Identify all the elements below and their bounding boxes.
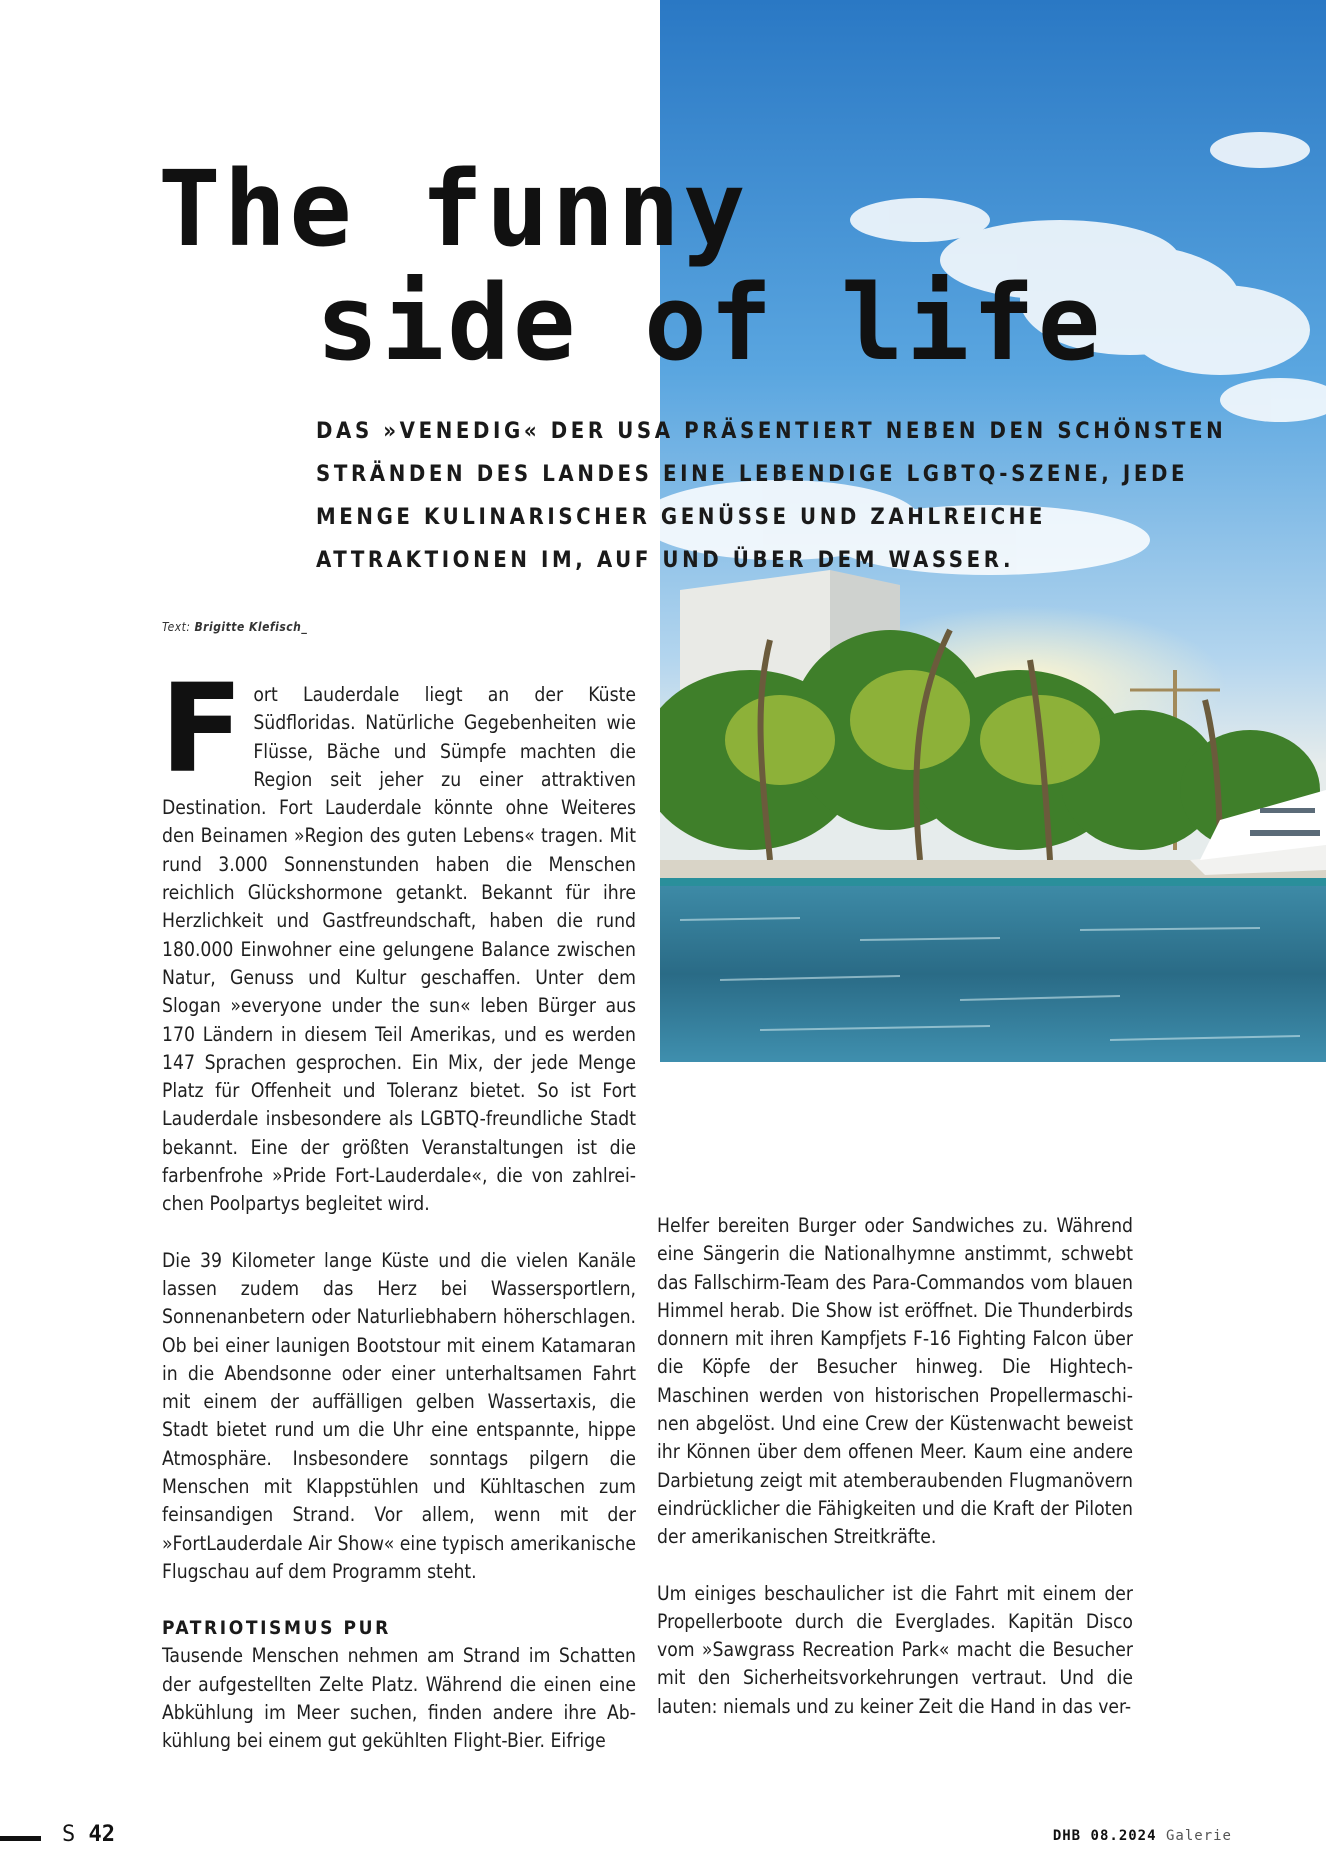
- article-deck: DAS »VENEDIG« DER USA PRÄSENTIERT NEBEN DEN SCHÖNSTEN STRÄNDEN DES LANDES EINE LEBENDIGE LGBTQ-SZENE, JEDE MENGE KULINARISCHER GENÜSSE UND ZAHLREICHE ATTRAKTIONEN IM, AUF UND ÜBER DEM WASSER.: [316, 419, 1227, 573]
- dropcap: F: [160, 658, 244, 800]
- byline-author: Brigitte Klefisch_: [194, 620, 308, 634]
- page-folio: [62, 1822, 115, 1847]
- byline-label: Text:: [162, 620, 191, 634]
- issue-info: [1053, 1828, 1232, 1844]
- article-headline: [158, 148, 1258, 384]
- body-paragraph-3: Tausende Menschen nehmen am Strand im Schatten der aufgestellten Zelte Platz. Während die einen eine Abkühlung im Meer suchen, finden andere ihre Abkühlung bei einem gut gekühlten Flight-Bier. Eifrige: [162, 1644, 636, 1753]
- footer-rule: [0, 1836, 41, 1841]
- section-subhead: PATRIOTISMUS PUR: [162, 1617, 391, 1640]
- issue-label: DHB 08.2024: [1052, 1828, 1157, 1844]
- body-column-right: [657, 1212, 1133, 1749]
- body-paragraph-4: Helfer bereiten Burger oder Sandwiches zu. Während eine Sängerin die Nationalhymne anstimmt, schwebt das Fallschirm-Team des Para-Commandos vom blauen Himmel herab. Die Show ist eröffnet. Die Thunderbirds donnern mit ihren Kampfjets F-16 Fighting Falcon über die Köpfe der Besucher hinweg. Die Hightech-Maschinen werden von historischen Propellermaschinen abgelöst. Und eine Crew der Küstenwacht beweist ihr Können über dem offenen Meer. Kaum eine andere Darbietung zeigt mit atemberaubenden Flugmanövern eindrücklicher die Fähigkeiten und die Kraft der Piloten der amerikanischen Streitkräfte.: [657, 1214, 1133, 1549]
- page-prefix: S: [62, 1822, 76, 1847]
- page-number: 42: [88, 1822, 115, 1847]
- body-paragraph-2: Die 39 Kilometer lange Küste und die vielen Kanäle lassen zudem das Herz bei Wassersportlern, Sonnenanbetern oder Naturliebhabern höherschlagen. Ob bei einer launigen Bootstour mit einem Katamaran in die Abendsonne oder einer unterhaltsamen Fahrt mit einem der auffälligen gelben Wassertaxis, die Stadt bietet rund um die Uhr eine entspannte, hippe Atmosphäre. Insbesondere sonntags pilgern die Menschen mit Klappstühlen und Kühltaschen zum feinsandigen Strand. Vor allem, wenn mit der »FortLauderdale Air Show« eine typisch amerikanische Flugschau auf dem Programm steht.: [162, 1248, 636, 1583]
- headline-line-1: The funny: [158, 148, 749, 270]
- byline: [162, 620, 307, 634]
- body-column-left: [160, 658, 636, 1783]
- section-label: Galerie: [1165, 1828, 1232, 1844]
- body-paragraph-1-text: ort Lauderdale liegt an der Küste Südfloridas. Natürliche Gegebenheiten wie Flüsse, Bäche und Sümpfe machten die Region seit jeher zu einer attraktiven Destination. Fort Lauderdale könnte ohne Weiteres den Beinamen »Region des guten Lebens« tragen. Mit rund 3.000 Sonnenstunden haben die Menschen reichlich Glückshormone getankt. Bekannt für ihre Herzlichkeit und Gastfreundschaft, haben die rund 180.000 Einwohner eine gelungene Balance zwischen Natur, Genuss und Kultur geschaffen. Unter dem Slogan »everyone under the sun« leben Bürger aus 170 Ländern in diesem Teil Amerikas, und es werden 147 Sprachen gesprochen. Ein Mix, der jede Menge Platz für Offenheit und Toleranz bietet. So ist Fort Lauderdale insbesondere als LGBTQ-freundliche Stadt bekannt. Eine der größten Veranstaltungen ist die farbenfrohe »Pride Fort-Lauderdale«, die von zahlreichen Poolpartys begleitet wird.: [162, 683, 636, 1216]
- body-paragraph-1: [160, 658, 636, 1219]
- body-paragraph-5: Um einiges beschaulicher ist die Fahrt mit einem der Propellerboote durch die Everglades. Kapitän Disco vom »Sawgrass Recreation Park« macht die Besucher mit den Sicherheitsvorkehrungen vertraut. Und die lauten: niemals und zu keiner Zeit die Hand in das ver-: [657, 1581, 1133, 1718]
- headline-line-2: side of life: [316, 262, 1104, 384]
